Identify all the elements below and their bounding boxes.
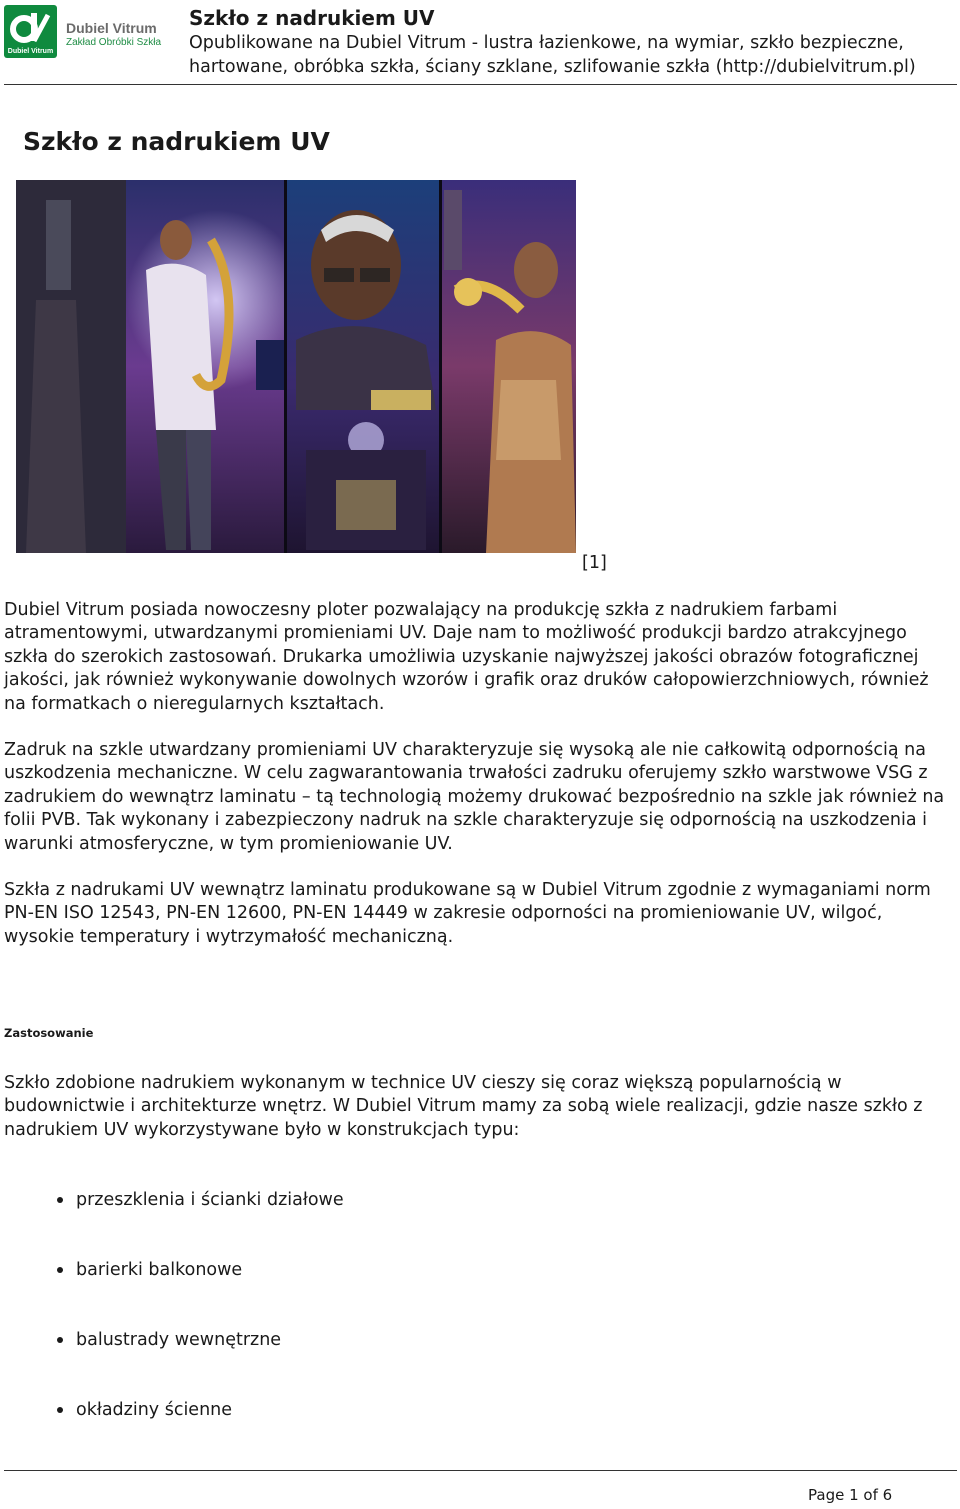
document-header <box>0 0 960 84</box>
list-item <box>0 1398 960 1468</box>
list-item-text: okładziny ścienne <box>76 1400 233 1420</box>
list-item <box>0 1328 960 1398</box>
bullet-icon <box>57 1267 63 1273</box>
header-divider <box>4 84 957 85</box>
intro-paragraph: Dubiel Vitrum posiada nowoczesny ploter pozwalający na produkcję szkła z nadrukiem farbami atramentowymi, utwardzanymi promieniami UV. Daje nam to możliwość produkcji bardzo atrakcyjnego szkła do szerokich zastosowań. Drukarka umożliwia uzyskanie najwyższej jakości obrazów fotograficznej jakości, jak również wykonywanie dowolnych wzorów i grafik oraz druków całopowierzchniowych, również na formatkach o nieregularnych kształtach. <box>4 600 929 714</box>
logo-company-name: Dubiel Vitrum <box>66 20 157 36</box>
footer-divider <box>4 1470 957 1471</box>
applications-paragraph: Szkło zdobione nadrukiem wykonanym w technice UV cieszy się coraz większą popularnością w budownictwie i architekturze wnętrz. W Dubiel Vitrum mamy za sobą wiele realizacji, gdzie nasze szkło z nadrukiem UV wykorzystywane było w konstrukcjach typu: <box>4 1073 923 1140</box>
document-title: Szkło z nadrukiem UV <box>189 6 435 30</box>
page-number: Page 1 of 6 <box>808 1486 893 1504</box>
list-item <box>0 1188 960 1258</box>
list-item <box>0 1258 960 1328</box>
logo-mark-icon <box>4 5 57 58</box>
footnote-reference[interactable]: [1] <box>582 553 607 573</box>
published-on-line: Opublikowane na Dubiel Vitrum - lustra łazienkowe, na wymiar, szkło bezpieczne, hartowane, obróbka szkła, ściany szklane, szlifowanie szkła (http://dubielvitrum.pl) <box>189 33 916 77</box>
bullet-icon <box>57 1197 63 1203</box>
logo-company-subtitle: Zakład Obróbki Szkła <box>66 37 162 48</box>
article-heading: Szkło z nadrukiem UV <box>23 127 330 156</box>
durability-paragraph: Zadruk na szkle utwardzany promieniami UV charakteryzuje się wysoką ale nie całkowitą odpornością na uszkodzenia mechaniczne. W celu zagwarantowania trwałości zadruku oferujemy szkło warstwowe VSG z zadrukiem do wewnątrz laminatu – tą technologią możemy drukować bezpośrednio na szkle jak również na folii PVB. Tak wykonany i zabezpieczony nadruk na szkle charakteryzuje się odpornością na uszkodzenia i warunki atmosferyczne, w tym promieniowanie UV. <box>4 740 945 854</box>
article-photo <box>16 180 576 553</box>
list-item-text: balustrady wewnętrzne <box>76 1330 282 1350</box>
dubiel-vitrum-logo[interactable] <box>4 5 174 61</box>
logo-mark-label: Dubiel Vitrum <box>7 48 54 55</box>
list-item-text: barierki balkonowe <box>76 1260 243 1280</box>
standards-paragraph: Szkła z nadrukami UV wewnątrz laminatu produkowane są w Dubiel Vitrum zgodnie z wymaganiami norm PN-EN ISO 12543, PN-EN 12600, PN-EN 14449 w zakresie odporności na promieniowanie UV, wilgoć, wysokie temperatury i wytrzymałość mechaniczną. <box>4 880 931 947</box>
list-item-text: przeszklenia i ścianki działowe <box>76 1190 344 1210</box>
applications-list <box>0 1188 960 1468</box>
section-label-zastosowanie: Zastosowanie <box>4 1026 94 1040</box>
bullet-icon <box>57 1337 63 1343</box>
bullet-icon <box>57 1407 63 1413</box>
